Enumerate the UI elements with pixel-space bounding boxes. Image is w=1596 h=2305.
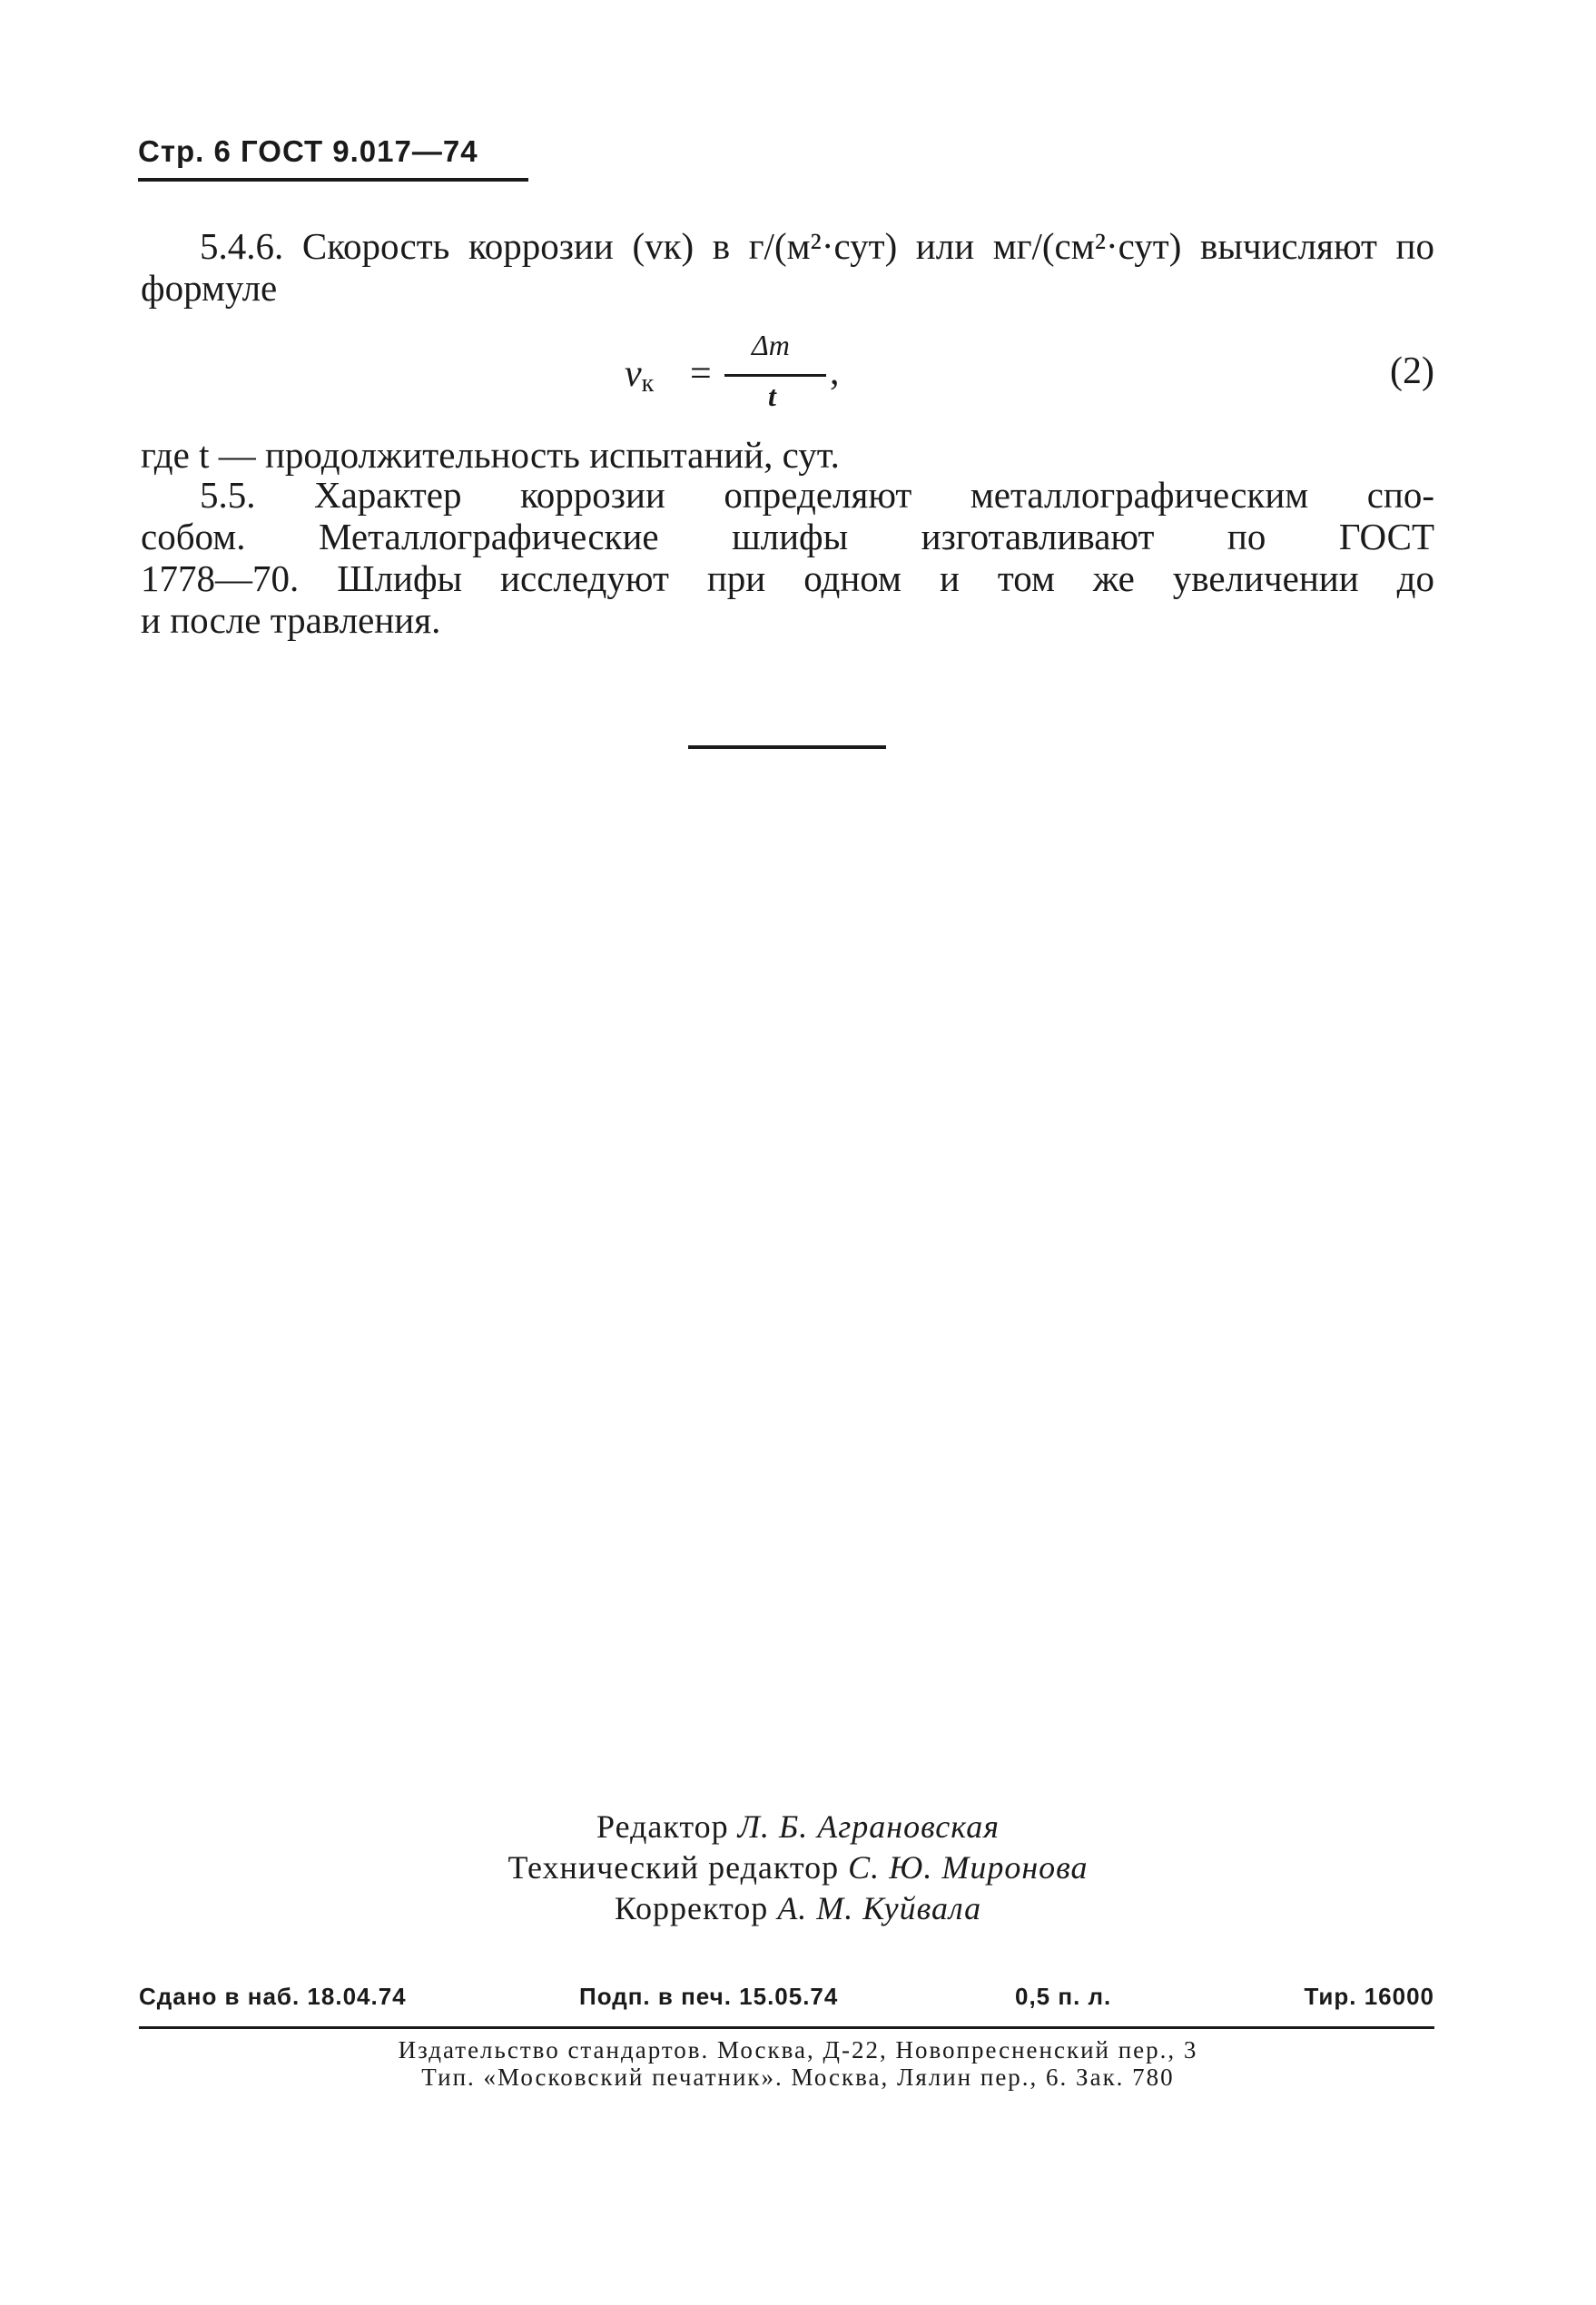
section-5-4-6-text: 5.4.6. Скорость коррозии (vк) в г/(м²·сут) или мг/(см²·сут) вычисляют по формуле	[141, 225, 1434, 309]
section-5-5-line-2: собом. Металлографические шлифы изготавливают по ГОСТ	[141, 516, 1434, 557]
credits-block	[0, 1807, 1596, 1929]
credit-editor-role: Редактор	[596, 1808, 729, 1845]
formula-comma: ,	[830, 351, 840, 393]
header-rule	[138, 178, 528, 182]
section-5-4-6	[141, 225, 1434, 309]
formula-equals: =	[690, 353, 712, 395]
where-clause	[141, 434, 1434, 476]
formula-lhs-var: v	[625, 353, 642, 395]
formula-denominator: t	[768, 379, 776, 412]
formula-fraction-bar	[724, 374, 826, 377]
credit-tech-editor-name: С. Ю. Миронова	[848, 1849, 1089, 1886]
credit-proofreader-role: Корректор	[614, 1890, 769, 1926]
page-header: Стр. 6 ГОСТ 9.017—74	[138, 134, 478, 168]
publisher-block	[0, 2036, 1596, 2091]
imprint-sheets: 0,5 п. л.	[1015, 1983, 1112, 2010]
end-of-text-rule	[688, 745, 886, 749]
formula-number: (2)	[1390, 350, 1434, 392]
credit-proofreader-name: А. М. Куйвала	[777, 1890, 982, 1926]
formula-lhs-subscript: к	[641, 369, 655, 398]
section-5-5-line-4: и после травления.	[141, 599, 441, 641]
where-line: где t — продолжительность испытаний, сут.	[141, 434, 840, 476]
formula-lhs	[625, 352, 654, 399]
section-5-5-line-3: 1778—70. Шлифы исследуют при одном и том же увеличении до	[141, 557, 1434, 599]
credit-tech-editor-role: Технический редактор	[507, 1849, 840, 1886]
publisher-line-2: Тип. «Московский печатник». Москва, Лялин пер., 6. Зак. 780	[421, 2064, 1175, 2091]
imprint-signed-date: Подп. в печ. 15.05.74	[579, 1983, 839, 2010]
section-5-5	[141, 474, 1434, 641]
imprint-rule	[139, 2026, 1434, 2029]
credit-proofreader	[0, 1888, 1596, 1929]
formula-numerator: Δm	[752, 329, 790, 361]
credit-editor-name: Л. Б. Аграновская	[737, 1808, 1000, 1845]
imprint-typeset-date: Сдано в наб. 18.04.74	[139, 1983, 407, 2010]
imprint-circulation: Тир. 16000	[1304, 1983, 1434, 2010]
publisher-line-1: Издательство стандартов. Москва, Д-22, Новопресненский пер., 3	[398, 2036, 1198, 2064]
section-5-5-line-1: 5.5. Характер коррозии определяют металлографическим спо-	[200, 474, 1434, 516]
credit-tech-editor	[0, 1847, 1596, 1888]
credit-editor	[0, 1807, 1596, 1847]
